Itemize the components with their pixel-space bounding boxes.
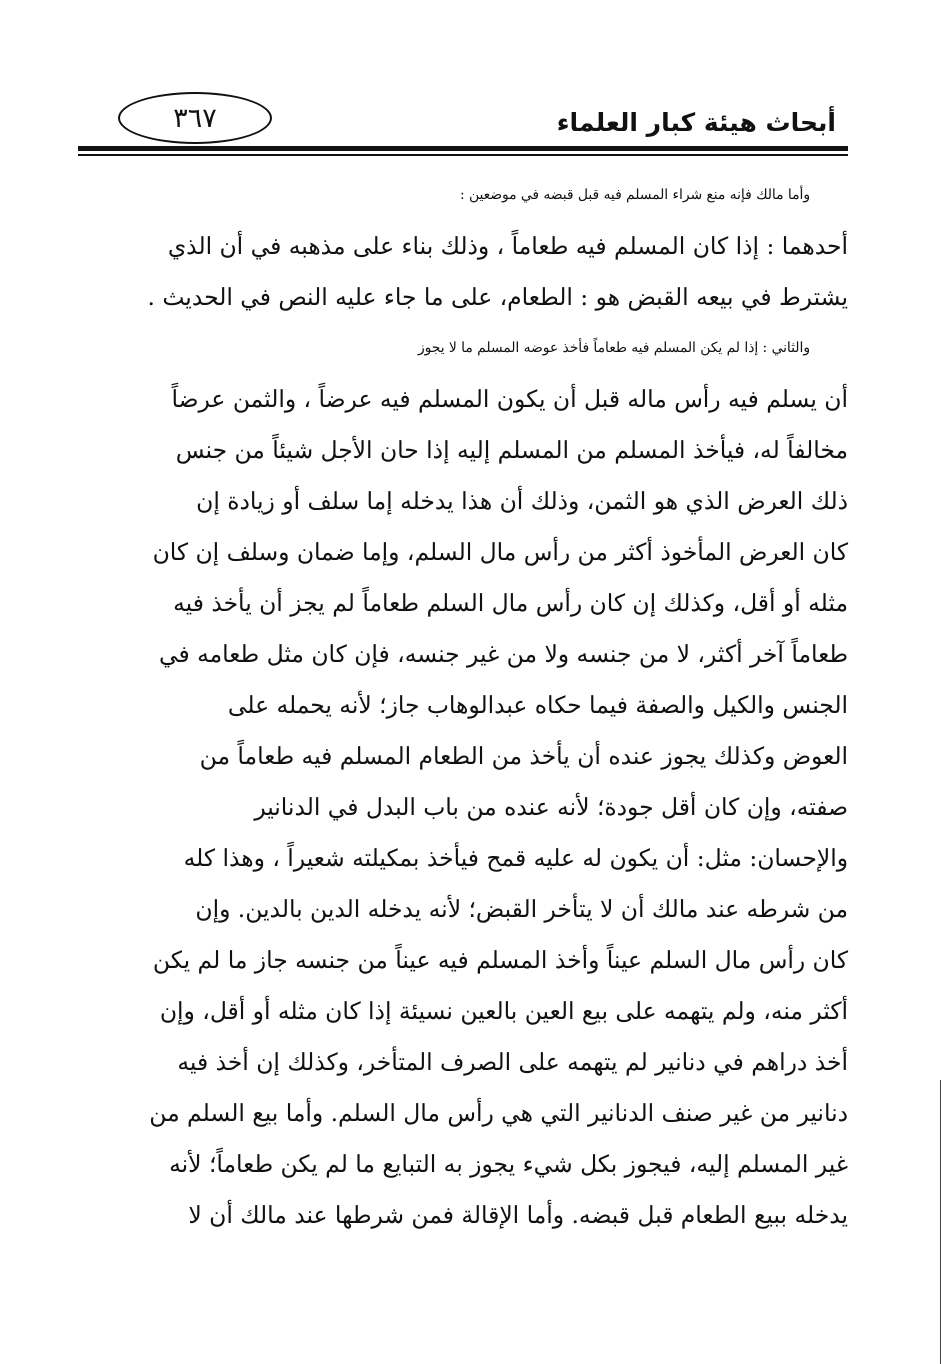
text-line: أحدهما : إذا كان المسلم فيه طعاماً ، وذلك بناء على مذهبه في أن الذي: [167, 232, 848, 260]
text-line: كان العرض المأخوذ أكثر من رأس مال السلم، وإما ضمان وسلف إن كان: [152, 538, 848, 566]
text-line: طعاماً آخر أكثر، لا من جنسه ولا من غير جنسه، فإن كان مثل طعامه في: [158, 640, 848, 668]
text-line: مثله أو أقل، وكذلك إن كان رأس مال السلم طعاماً لم يجز أن يأخذ فيه: [173, 589, 848, 617]
text-line: والإحسان: مثل: أن يكون له عليه قمح فيأخذ بمكيلته شعيراً ، وهذا كله: [183, 844, 848, 872]
header-rule-thin: [78, 154, 848, 156]
text-line: وأما مالك فإنه منع شراء المسلم فيه قبل قبضه في موضعين :: [459, 187, 810, 203]
text-line: أن يسلم فيه رأس ماله قبل أن يكون المسلم فيه عرضاً ، والثمن عرضاً: [171, 385, 848, 413]
text-line: يدخله ببيع الطعام قبل قبضه. وأما الإقالة فمن شرطها عند مالك أن لا: [188, 1201, 848, 1229]
text-line: غير المسلم إليه، فيجوز بكل شيء يجوز به التبايع ما لم يكن طعاماً؛ لأنه: [169, 1150, 848, 1178]
header-rule-thick: [78, 146, 848, 151]
text-line: الجنس والكيل والصفة فيما حكاه عبدالوهاب جاز؛ لأنه يحمله على: [227, 691, 848, 719]
page-number: ٣٦٧: [118, 92, 272, 144]
text-line: يشترط في بيعه القبض هو : الطعام، على ما جاء عليه النص في الحديث .: [147, 283, 848, 311]
body-text: [78, 170, 848, 1241]
text-line: مخالفاً له، فيأخذ المسلم من المسلم إليه إذا حان الأجل شيئاً من جنس: [175, 436, 848, 464]
text-line: أكثر منه، ولم يتهمه على بيع العين بالعين نسيئة إذا كان مثله أو أقل، وإن: [159, 997, 848, 1025]
text-line: ذلك العرض الذي هو الثمن، وذلك أن هذا يدخله إما سلف أو زيادة إن: [196, 487, 848, 515]
scan-edge-line: [940, 1080, 941, 1364]
text-line: دنانير من غير صنف الدنانير التي هي رأس مال السلم. وأما بيع السلم من: [149, 1099, 848, 1127]
text-line: كان رأس مال السلم عيناً وأخذ المسلم فيه عيناً من جنسه جاز ما لم يكن: [152, 946, 848, 974]
text-line: من شرطه عند مالك أن لا يتأخر القبض؛ لأنه يدخله الدين بالدين. وإن: [195, 895, 848, 923]
page-header: [78, 92, 848, 152]
journal-title: أبحاث هيئة كبار العلماء: [556, 108, 836, 137]
text-line: العوض وكذلك يجوز عنده أن يأخذ من الطعام المسلم فيه طعاماً من: [199, 742, 848, 770]
text-line: صفته، وإن كان أقل جودة؛ لأنه عنده من باب البدل في الدنانير: [254, 793, 848, 821]
text-line: أخذ دراهم في دنانير لم يتهمه على الصرف المتأخر، وكذلك إن أخذ فيه: [177, 1048, 848, 1076]
text-line: والثاني : إذا لم يكن المسلم فيه طعاماً فأخذ عوضه المسلم ما لا يجوز: [418, 340, 810, 356]
